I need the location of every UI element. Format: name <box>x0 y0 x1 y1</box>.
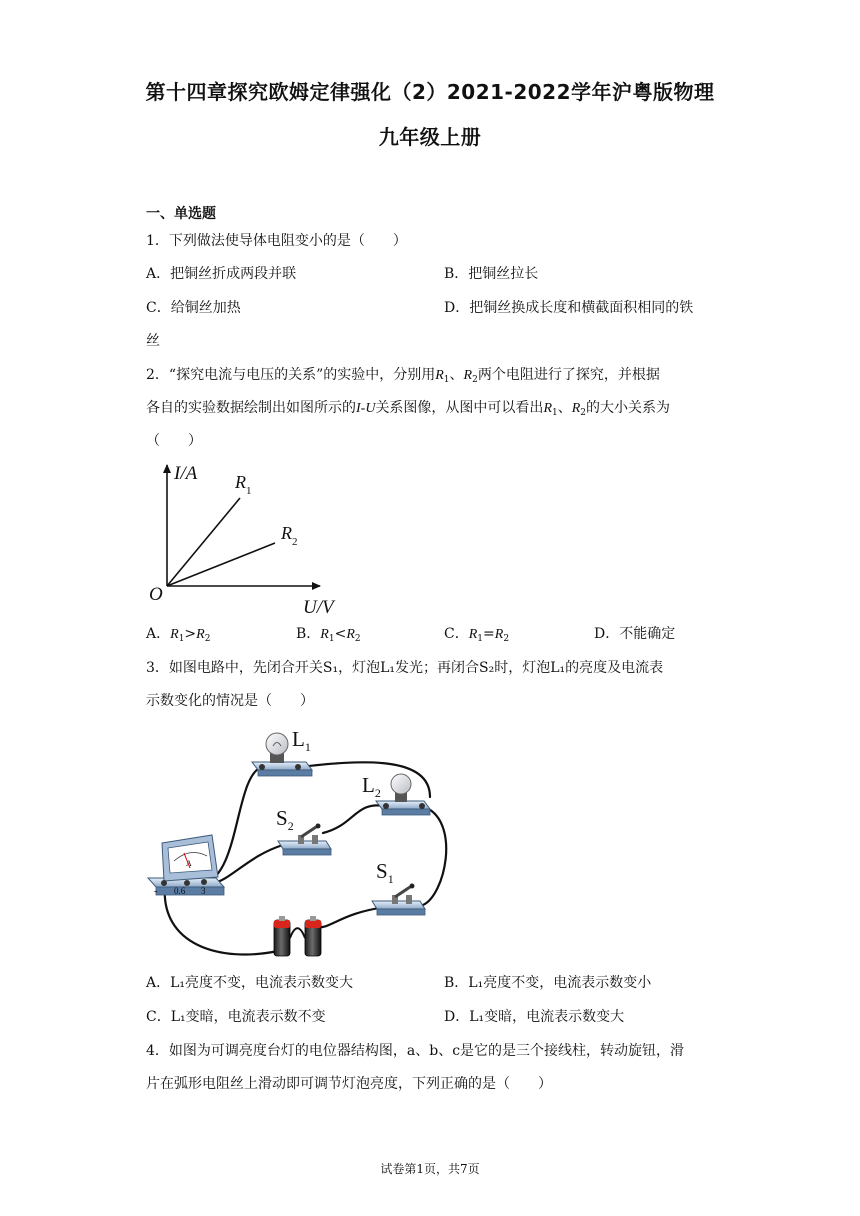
q3-option-d: D．L₁变暗，电流表示数变大 <box>444 1009 625 1025</box>
l2-label: $L_2$ <box>362 773 381 800</box>
r1-label: $R_1$ <box>235 472 252 497</box>
r2-label: $R_2$ <box>281 523 298 548</box>
q2-line2: 各自的实验数据绘制出如图所示的I-U关系图像，从图中可以看出$R_1$、$R_2$的大小关系为 <box>146 400 671 418</box>
terminal-3: 3 <box>201 886 206 896</box>
page-title-line2: 九年级上册 <box>378 125 482 149</box>
circuit-diagram <box>140 715 460 970</box>
battery-pack <box>274 916 321 956</box>
page-title-line1: 第十四章探究欧姆定律强化（2）2021-2022学年沪粤版物理 <box>145 80 715 104</box>
q1-option-d-wrap: 丝 <box>146 333 160 349</box>
q2-line1: 2．“探究电流与电压的关系”的实验中，分别用$R_1$、$R_2$两个电阻进行了探究，并根据 <box>146 367 660 385</box>
q2-line3: （ ） <box>146 433 202 449</box>
q4-line1: 4．如图为可调亮度台灯的电位器结构图，a、b、c是它的是三个接线柱，转动旋钮，滑 <box>146 1043 685 1059</box>
q1-option-c: C．给铜丝加热 <box>146 300 241 316</box>
r1-line <box>167 498 240 586</box>
r2-line <box>167 543 275 586</box>
q1-stem: 1．下列做法使导体电阻变小的是（ ） <box>146 233 407 249</box>
q2-option-a: A．$R_1>R_2$ <box>146 626 211 644</box>
y-axis-label: I/A <box>174 463 198 484</box>
switch-s1 <box>372 884 425 916</box>
q1-option-a: A．把铜丝折成两段并联 <box>146 266 297 282</box>
q4-line2: 片在弧形电阻丝上滑动即可调节灯泡亮度，下列正确的是（ ） <box>146 1076 552 1092</box>
q3-line2: 示数变化的情况是（ ） <box>146 693 314 709</box>
q3-line1: 3．如图电路中，先闭合开关S₁，灯泡L₁发光；再闭合S₂时，灯泡L₁的亮度及电流表 <box>146 660 664 676</box>
q2-option-c: C．$R_1=R_2$ <box>444 626 510 644</box>
page-footer: 试卷第1页，共7页 <box>380 1162 480 1176</box>
s2-label: $S_2$ <box>276 806 294 833</box>
terminal-minus: - <box>154 885 158 897</box>
q2-option-b: B．$R_1<R_2$ <box>296 626 361 644</box>
s1-label: $S_1$ <box>376 859 394 886</box>
lamp-l2 <box>376 774 430 815</box>
ammeter-symbol: A <box>186 859 192 868</box>
x-axis-label: U/V <box>303 597 334 618</box>
l1-label: $L_1$ <box>292 727 311 754</box>
origin-label: O <box>149 584 163 605</box>
q1-option-d: D．把铜丝换成长度和横截面积相同的铁 <box>444 300 694 316</box>
q3-option-b: B．L₁亮度不变，电流表示数变小 <box>444 975 652 991</box>
section-heading: 一、单选题 <box>146 206 216 222</box>
q3-option-c: C．L₁变暗，电流表示数不变 <box>146 1009 326 1025</box>
terminal-0-6: 0.6 <box>174 886 186 896</box>
q3-option-a: A．L₁亮度不变，电流表示数变大 <box>146 975 354 991</box>
q1-option-b: B．把铜丝拉长 <box>444 266 539 282</box>
iu-graph <box>140 455 360 620</box>
q2-option-d: D．不能确定 <box>594 626 676 642</box>
